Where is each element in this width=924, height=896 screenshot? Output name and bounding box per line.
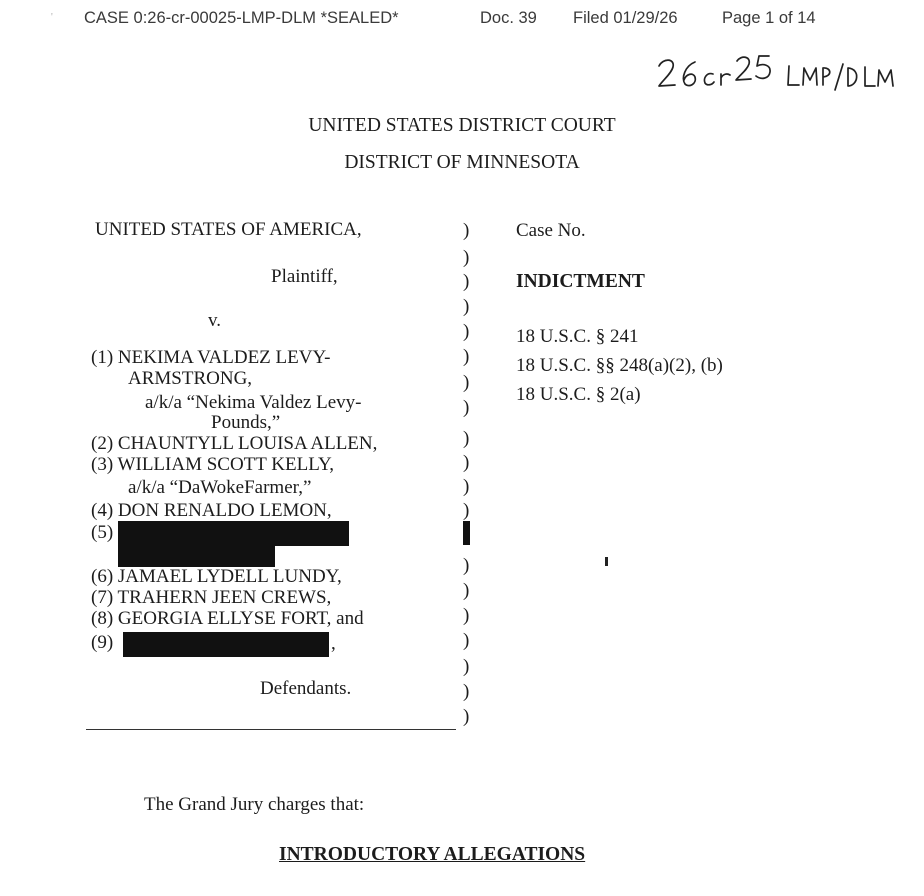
caption-paren: )	[463, 428, 470, 449]
redaction-mark	[463, 521, 470, 545]
section-heading: INTRODUCTORY ALLEGATIONS	[279, 844, 586, 865]
caption-underline	[86, 729, 456, 730]
scan-speck: '	[51, 12, 53, 23]
scan-mark	[605, 557, 608, 566]
redaction-bar	[123, 632, 329, 657]
redaction-bar	[118, 521, 349, 546]
svg-text:26cr25 LMP/DLM: 26cr25 LMP/DLM	[655, 52, 663, 53]
caption-paren: )	[463, 555, 470, 576]
caption-paren: )	[463, 476, 470, 497]
statute-citation: 18 U.S.C. § 241	[516, 326, 639, 347]
defendant-number: (5)	[91, 522, 114, 543]
defendants-role: Defendants.	[260, 678, 352, 699]
redaction-bar	[118, 545, 275, 567]
header-page-count: Page 1 of 14	[722, 9, 816, 27]
court-district: DISTRICT OF MINNESOTA	[344, 152, 580, 173]
header-filed-date: Filed 01/29/26	[573, 9, 678, 27]
caption-paren: )	[463, 656, 470, 677]
defendant-line: ARMSTRONG,	[128, 368, 253, 389]
defendant-line: (7) TRAHERN JEEN CREWS,	[91, 587, 332, 608]
caption-paren: )	[463, 500, 470, 521]
handwritten-case-annotation	[655, 52, 905, 96]
defendant-alias-line: Pounds,”	[211, 412, 281, 433]
caption-paren: )	[463, 706, 470, 727]
caption-paren: )	[463, 452, 470, 473]
header-case-number: CASE 0:26-cr-00025-LMP-DLM *SEALED*	[84, 9, 399, 27]
case-number-label: Case No.	[516, 220, 586, 241]
plaintiff-name: UNITED STATES OF AMERICA,	[95, 219, 362, 240]
caption-paren: )	[463, 321, 470, 342]
caption-paren: )	[463, 247, 470, 268]
document-title: INDICTMENT	[516, 271, 645, 292]
caption-paren: )	[463, 372, 470, 393]
plaintiff-role: Plaintiff,	[271, 266, 338, 287]
header-doc-number: Doc. 39	[480, 9, 537, 27]
defendant-line: (3) WILLIAM SCOTT KELLY,	[91, 454, 334, 475]
caption-paren: )	[463, 605, 470, 626]
defendant-alias-line: a/k/a “DaWokeFarmer,”	[128, 477, 312, 498]
defendant-line: (6) JAMAEL LYDELL LUNDY,	[91, 566, 342, 587]
caption-paren: )	[463, 580, 470, 601]
defendant-line: (4) DON RENALDO LEMON,	[91, 500, 332, 521]
caption-paren: )	[463, 346, 470, 367]
defendant-line: (8) GEORGIA ELLYSE FORT, and	[91, 608, 364, 629]
caption-paren: )	[463, 681, 470, 702]
caption-paren: )	[463, 397, 470, 418]
versus: v.	[208, 310, 222, 331]
grand-jury-intro: The Grand Jury charges that:	[144, 794, 365, 815]
caption-paren: )	[463, 271, 470, 292]
defendant-number: (9)	[91, 632, 114, 653]
caption-paren: )	[463, 630, 470, 651]
trailing-comma: ,	[331, 633, 336, 654]
court-name: UNITED STATES DISTRICT COURT	[308, 115, 616, 136]
caption-paren: )	[463, 220, 470, 241]
defendant-line: (2) CHAUNTYLL LOUISA ALLEN,	[91, 433, 378, 454]
statute-citation: 18 U.S.C. § 2(a)	[516, 384, 641, 405]
caption-paren: )	[463, 296, 470, 317]
defendant-alias-line: a/k/a “Nekima Valdez Levy-	[145, 392, 362, 413]
statute-citation: 18 U.S.C. §§ 248(a)(2), (b)	[516, 355, 723, 376]
defendant-line: (1) NEKIMA VALDEZ LEVY-	[91, 347, 331, 368]
